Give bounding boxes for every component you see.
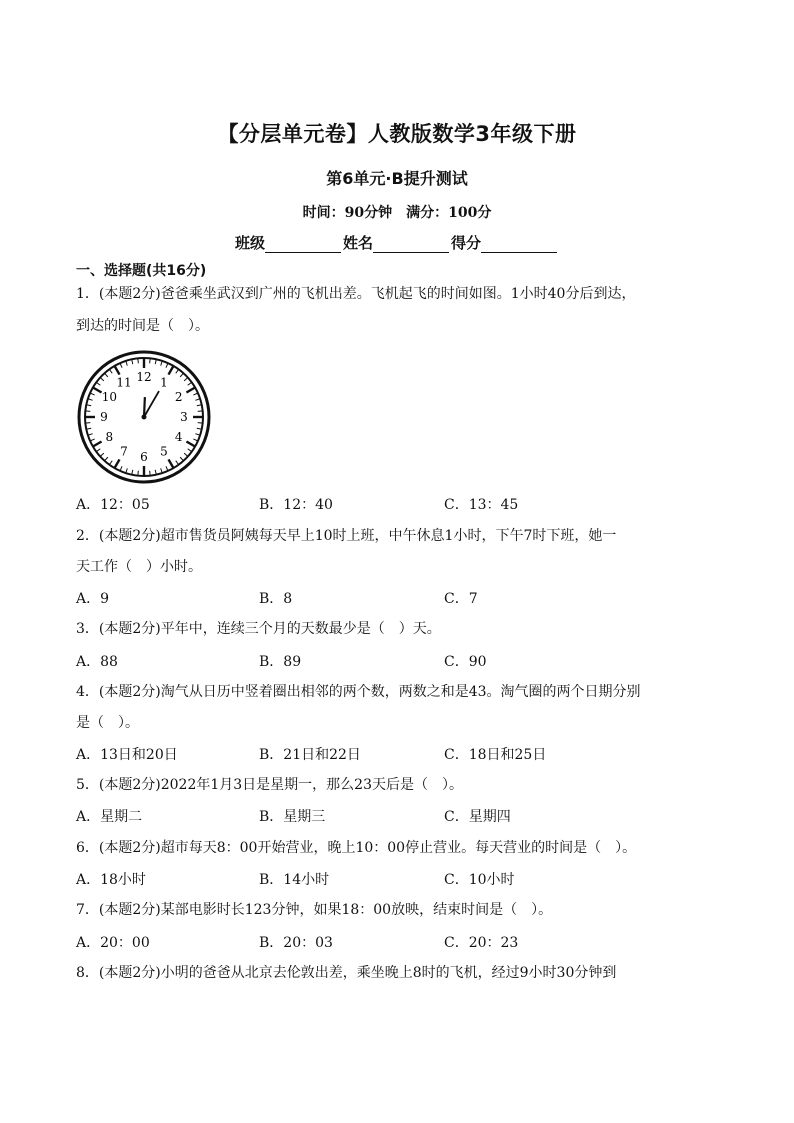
- q2-option-b[interactable]: B．8: [259, 591, 293, 607]
- page-title: 【分层单元卷】人教版数学3年级下册: [217, 122, 577, 146]
- question-2-line-1: 2．(本题2分)超市售货员阿姨每天早上10时上班，中午休息1小时，下午7时下班，她一: [76, 528, 617, 544]
- question-7-options: [76, 932, 716, 952]
- clock-minute-tick: [193, 393, 198, 395]
- q3-option-c[interactable]: C．90: [444, 654, 487, 670]
- clock-numeral: 7: [120, 444, 128, 459]
- question-2-line-2: 天工作（ ）小时。: [76, 559, 202, 575]
- student-info-fields: [0, 232, 794, 253]
- question-1-line-1: 1．(本题2分)爸爸乘坐武汉到广州的飞机出差。飞机起飞的时间如图。1小时40分后到达，: [76, 286, 636, 302]
- q6-option-a[interactable]: A．18小时: [76, 872, 146, 888]
- question-3-line-1: 3．(本题2分)平年中，连续三个月的天数最少是（ ）天。: [76, 621, 441, 637]
- question-4-line-1: 4．(本题2分)淘气从日历中竖着圈出相邻的两个数，两数之和是43。淘气圈的两个日期分别: [76, 684, 641, 700]
- clock-minute-tick: [150, 471, 151, 476]
- exam-time-info: [0, 202, 794, 222]
- clock-numeral: 3: [180, 410, 188, 424]
- q5-option-b[interactable]: B．星期三: [259, 809, 326, 825]
- clock-minute-tick: [176, 369, 179, 373]
- clock-numeral: 9: [100, 410, 108, 424]
- question-5-options: [76, 806, 716, 826]
- question-1-options: [76, 494, 716, 514]
- question-4-options: [76, 744, 716, 764]
- clock-minute-tick: [188, 382, 192, 385]
- clock-minute-tick: [120, 466, 122, 471]
- clock-numeral: 6: [140, 450, 148, 464]
- clock-minute-tick: [166, 363, 168, 368]
- clock-minute-tick: [100, 378, 104, 381]
- question-1-line-2: 到达的时间是（ ）。: [76, 318, 209, 334]
- section-heading: 一、选择题(共16分): [76, 263, 207, 279]
- q7-option-b[interactable]: B．20：03: [259, 935, 333, 951]
- clock-minute-tick: [166, 466, 168, 471]
- clock-hour-tick: [169, 459, 174, 468]
- q7-option-c[interactable]: C．20：23: [444, 935, 519, 951]
- clock-hour-tick: [115, 366, 120, 375]
- clock-minute-tick: [184, 453, 188, 456]
- clock-minute-tick: [105, 373, 108, 377]
- clock-hour-tick: [186, 388, 195, 393]
- question-5-line-1: 5．(本题2分)2022年1月3日是星期一，那么23天后是（ ）。: [76, 777, 463, 793]
- question-2-options: [76, 588, 716, 608]
- q6-option-b[interactable]: B．14小时: [259, 872, 330, 888]
- question-6-line-1: 6．(本题2分)超市每天8：00开始营业，晚上10：00停止营业。每天营业的时间是（ ）。: [76, 840, 637, 856]
- q3-option-b[interactable]: B．89: [259, 654, 302, 670]
- clock-numeral: 5: [160, 444, 168, 459]
- question-3-options: [76, 651, 716, 671]
- clock-numeral: 8: [105, 430, 114, 444]
- clock-hour-tick: [115, 459, 120, 468]
- clock-hour-tick: [169, 366, 174, 375]
- grade-label: 得分: [451, 234, 482, 252]
- q5-option-a[interactable]: A．星期二: [76, 809, 143, 825]
- q5-option-c[interactable]: C．星期四: [444, 809, 511, 825]
- clock-minute-tick: [85, 411, 90, 412]
- q4-option-a[interactable]: A．13日和20日: [76, 747, 178, 763]
- class-label: 班级: [234, 234, 265, 252]
- name-blank[interactable]: [373, 236, 449, 253]
- clock-numeral: 12: [136, 370, 152, 384]
- clock-numeral: 4: [174, 430, 183, 444]
- question-8-line-1: 8．(本题2分)小明的爸爸从北京去伦敦出差，乘坐晚上8时的飞机，经过9小时30分钟到: [76, 965, 617, 981]
- clock-hour-tick: [93, 442, 102, 447]
- q1-option-c[interactable]: C．13：45: [444, 497, 519, 513]
- clock-numeral: 11: [116, 375, 132, 390]
- clock-numeral: 10: [101, 390, 117, 404]
- clock-minute-tick: [184, 378, 188, 381]
- clock-minute-tick: [96, 449, 100, 452]
- q6-option-c[interactable]: C．10小时: [444, 872, 515, 888]
- q7-option-a[interactable]: A．20：00: [76, 935, 150, 951]
- clock-minute-tick: [150, 358, 151, 363]
- clock-minute-tick: [138, 358, 139, 363]
- clock-minute-tick: [180, 457, 183, 461]
- clock-numeral: 1: [160, 375, 168, 390]
- clock-minute-tick: [193, 439, 198, 441]
- clock-minute-tick: [180, 373, 183, 377]
- clock-hour-tick: [93, 388, 102, 393]
- clock-hour-tick: [186, 442, 195, 447]
- clock-minute-tick: [90, 393, 95, 395]
- page-subtitle: 第6单元·B提升测试: [326, 169, 468, 188]
- clock-minute-tick: [188, 449, 192, 452]
- q4-option-c[interactable]: C．18日和25日: [444, 747, 547, 763]
- clock-minute-tick: [198, 411, 203, 412]
- q4-option-b[interactable]: B．21日和22日: [259, 747, 361, 763]
- question-7-line-1: 7．(本题2分)某部电影时长123分钟，如果18：00放映，结束时间是（ ）。: [76, 902, 553, 918]
- q2-option-a[interactable]: A．9: [76, 591, 110, 607]
- clock-minute-tick: [198, 423, 203, 424]
- clock-minute-tick: [96, 382, 100, 385]
- clock-minute-tick: [109, 369, 112, 373]
- clock-minute-tick: [120, 363, 122, 368]
- clock-minute-tick: [109, 461, 112, 465]
- class-blank[interactable]: [265, 236, 341, 253]
- question-4-line-2: 是（ ）。: [76, 715, 139, 731]
- clock-minute-tick: [85, 423, 90, 424]
- full-score: 满分：100分: [406, 205, 492, 221]
- clock-minute-tick: [176, 461, 179, 465]
- q2-option-c[interactable]: C．7: [444, 591, 478, 607]
- time-limit: 时间：90分钟: [302, 205, 393, 221]
- clock-icon: [76, 349, 212, 485]
- q3-option-a[interactable]: A．88: [76, 654, 118, 670]
- grade-blank[interactable]: [481, 236, 557, 253]
- clock-minute-tick: [100, 453, 104, 456]
- clock-minute-tick: [138, 471, 139, 476]
- name-label: 姓名: [342, 234, 373, 252]
- clock-minute-tick: [105, 457, 108, 461]
- clock-minute-tick: [90, 439, 95, 441]
- q1-option-a[interactable]: A．12：05: [76, 497, 150, 513]
- clock-center: [142, 415, 147, 420]
- clock-minute-hand: [144, 391, 159, 417]
- question-6-options: [76, 869, 716, 889]
- clock-numeral: 2: [174, 390, 183, 404]
- q1-option-b[interactable]: B．12：40: [259, 497, 333, 513]
